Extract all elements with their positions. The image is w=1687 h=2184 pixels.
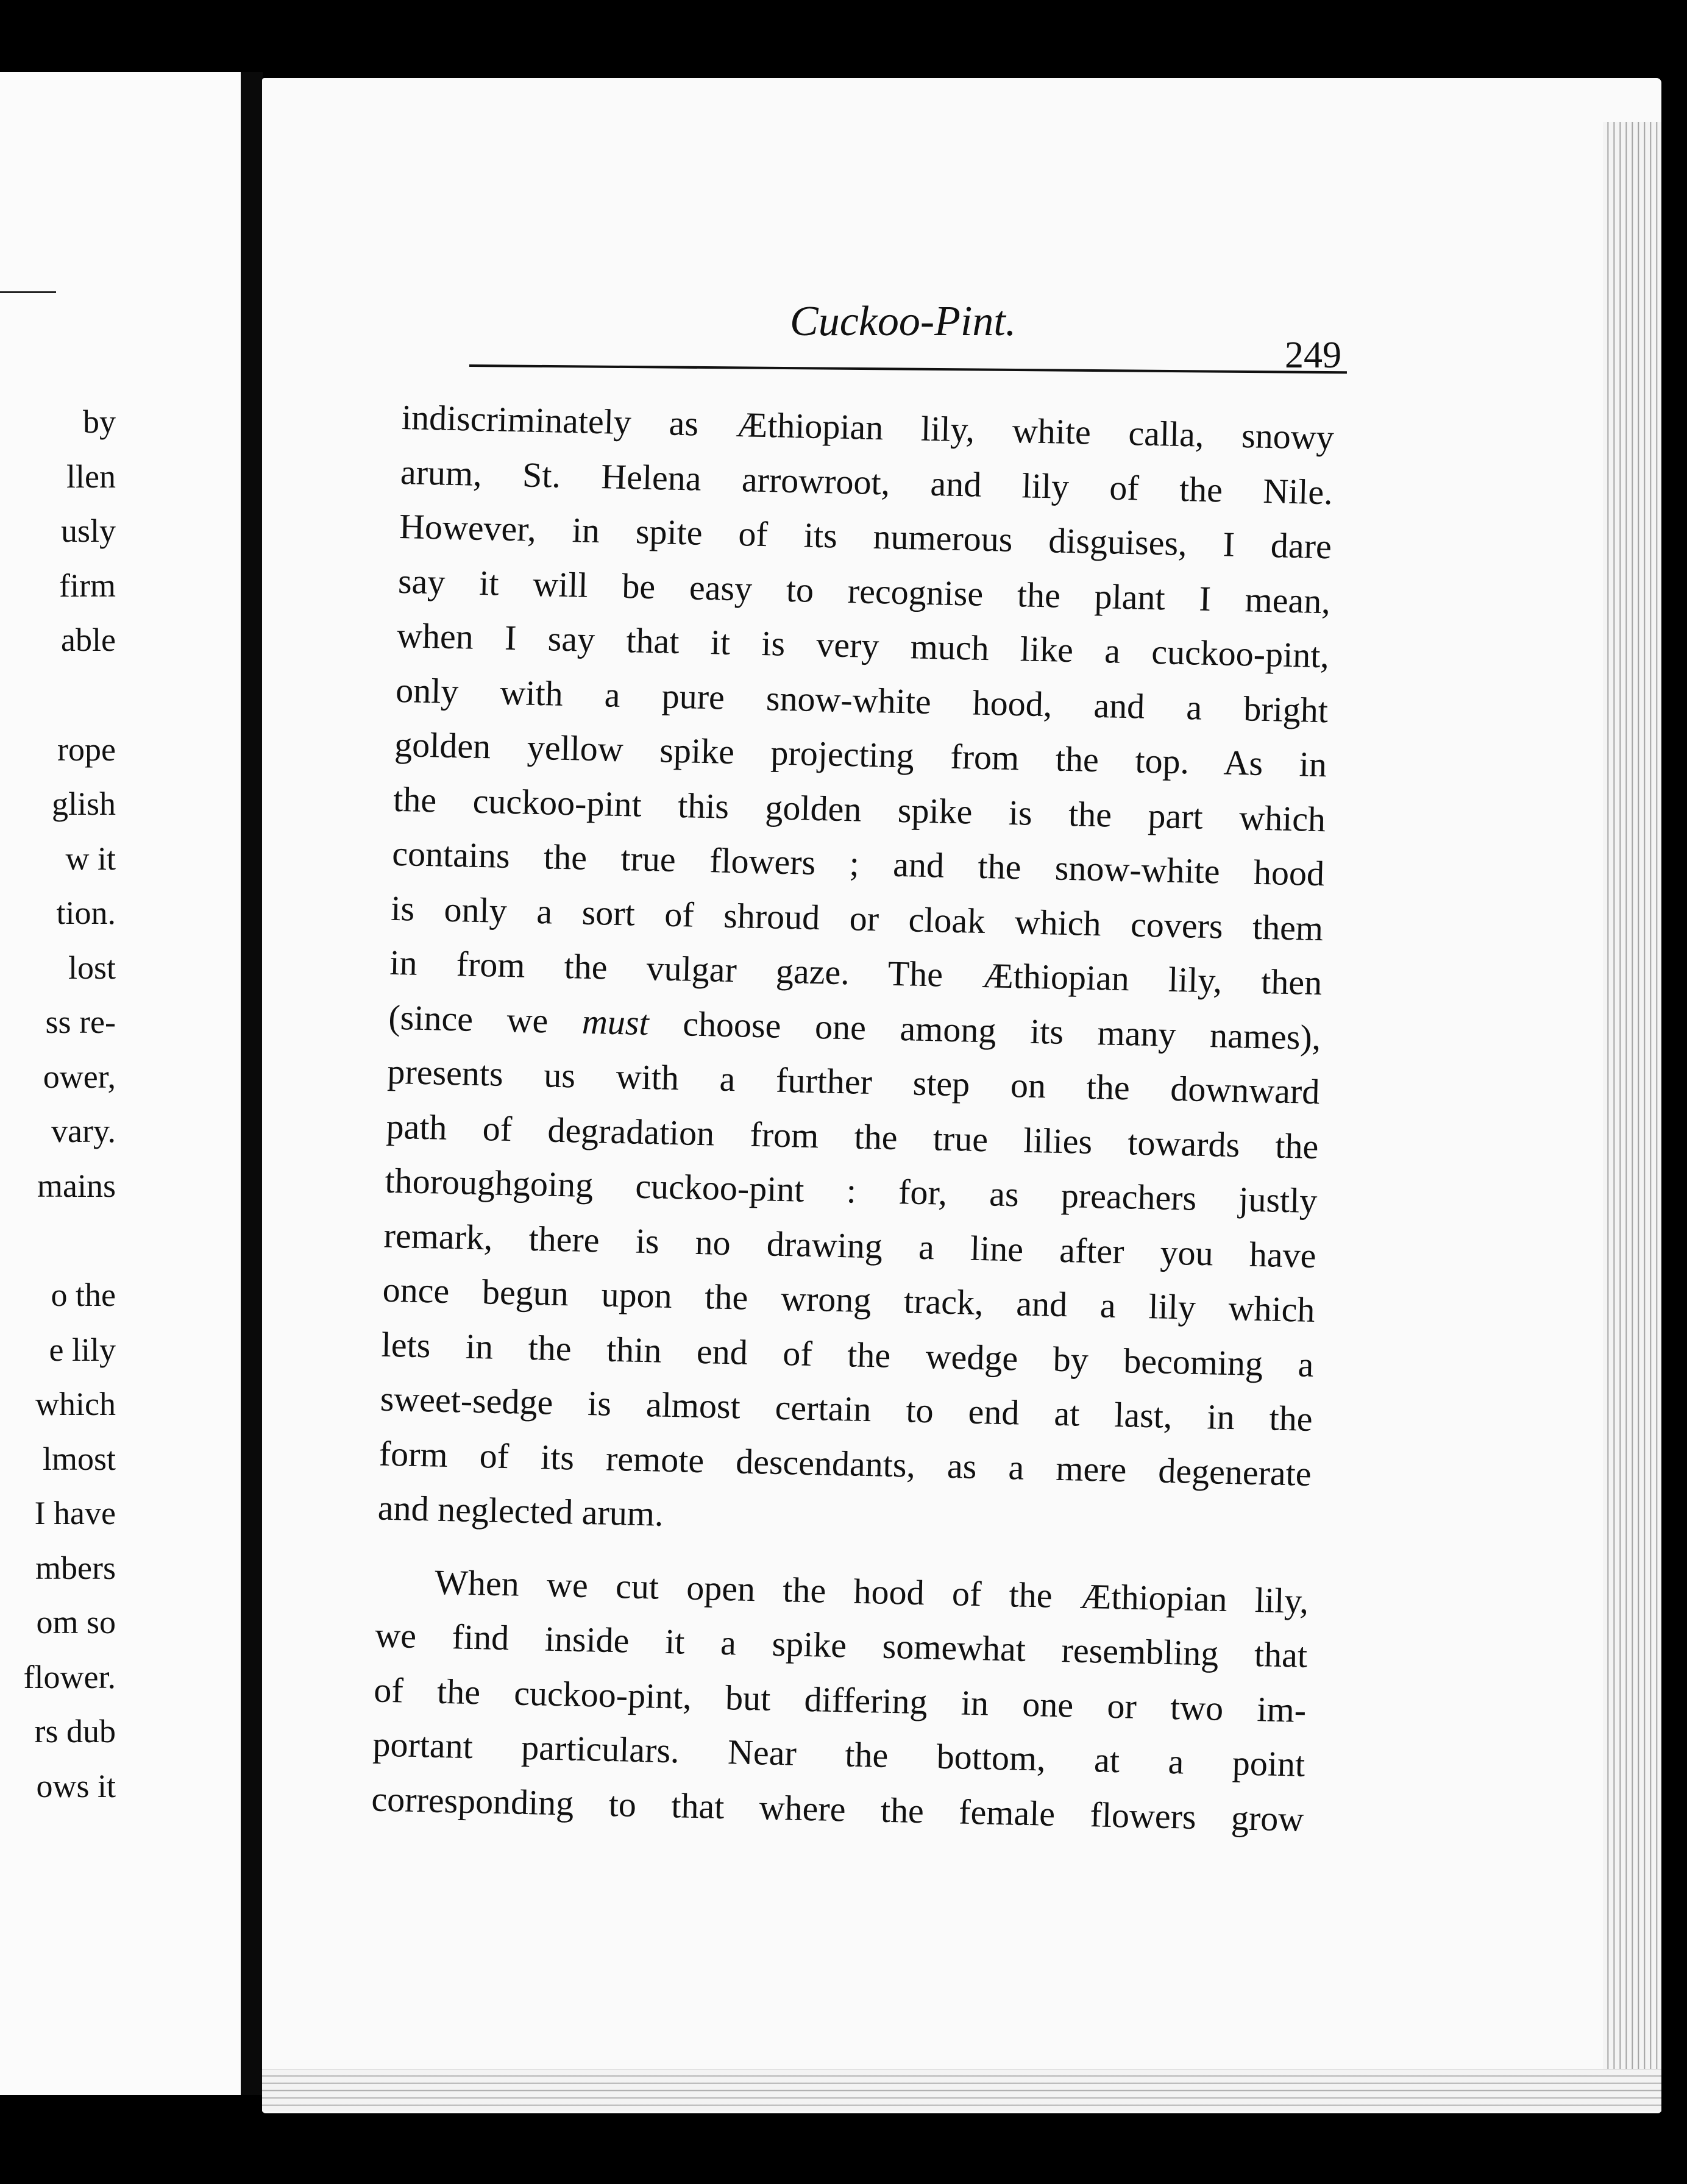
page-stack-edge [1603,122,1661,2108]
left-line: lost [68,949,116,986]
left-page-header-rule [0,291,56,293]
text-line: presents us with a further step on the downward [386,1051,1320,1112]
left-line: tion. [56,895,116,931]
left-line: om so [36,1604,116,1640]
left-line: rope [57,731,116,768]
text-line: However, in spite of its numerous disguises, I dare [399,506,1332,567]
text-line: of the cuckoo-pint, but differing in one or two im- [373,1670,1307,1730]
text-line: we find inside it a spike somewhat resembling that [374,1615,1308,1675]
left-line: w it [65,840,116,877]
text-line: golden yellow spike projecting from the top. As in [394,724,1327,785]
text-line: thoroughgoing cuckoo-pint : for, as preachers justly [384,1160,1318,1221]
left-line: o the [51,1277,116,1313]
italic-word: must [581,1001,650,1043]
left-line-gap [0,668,116,723]
page-bottom-edge [262,2069,1661,2111]
text-line: is only a sort of shroud or cloak which covers them [390,888,1324,948]
left-line: e lily [49,1331,116,1368]
paragraph-2 [371,1553,1309,1846]
text-line: corresponding to that where the female flowers grow [371,1778,1304,1839]
left-line: firm [59,567,116,604]
left-line: mbers [35,1549,116,1586]
text-line: the cuckoo-pint this golden spike is the part which [392,779,1326,839]
left-line: flower. [23,1658,116,1695]
left-line: rs dub [34,1713,116,1750]
left-line: vary. [51,1113,116,1149]
paragraph-1 [377,390,1335,1555]
left-line: glish [51,785,116,822]
text-line: arum, St. Helena arrowroot, and lily of the Nile. [400,452,1334,512]
page-body [371,390,1335,1846]
text-line: and neglected arum. [377,1487,664,1534]
text-line: indiscriminately as Æthiopian lily, white calla, snowy [401,397,1335,458]
left-line: which [35,1386,116,1422]
page-number: 249 [1285,335,1341,376]
text-line: lets in the thin end of the wedge by becoming a [381,1324,1315,1384]
text-line: in from the vulgar gaze. The Æthiopian lily, then [389,942,1323,1003]
text-line: sweet-sedge is almost certain to end at last, in the [380,1378,1313,1439]
text-run: choose one among its many names), [648,1002,1321,1057]
text-line: remark, there is no drawing a line after you have [383,1215,1317,1275]
text-line: when I say that it is very much like a cuckoo-pint, [396,615,1330,676]
book-spine [241,72,263,2095]
left-line: by [83,403,116,440]
left-line: mains [37,1167,116,1204]
text-line: once begun upon the wrong track, and a lily which [382,1269,1316,1330]
text-line: When we cut open the hood of the Æthiopian lily, [434,1562,1309,1621]
left-line: lmost [42,1440,116,1477]
left-line: ower, [43,1058,116,1095]
text-line: form of its remote descendants, as a mere degenerate [378,1433,1312,1494]
left-line: able [61,622,116,658]
left-line: I have [34,1495,116,1531]
text-line: path of degradation from the true lilies towards the [385,1106,1319,1166]
left-line: llen [66,458,116,495]
left-line: usly [60,512,116,549]
text-line: say it will be easy to recognise the plant I mean, [397,561,1331,621]
text-run: (since we [388,997,583,1041]
running-head: Cuckoo-Pint. [790,298,1017,345]
left-page-text [0,395,116,1814]
text-line: portant particulars. Near the bottom, at a point [372,1724,1305,1784]
left-line: ss re- [45,1004,116,1040]
text-line: only with a pure snow-white hood, and a bright [395,670,1329,730]
left-line-gap [0,1213,116,1268]
left-line: ows it [36,1767,116,1804]
text-line: contains the true flowers ; and the snow-white hood [391,833,1325,894]
